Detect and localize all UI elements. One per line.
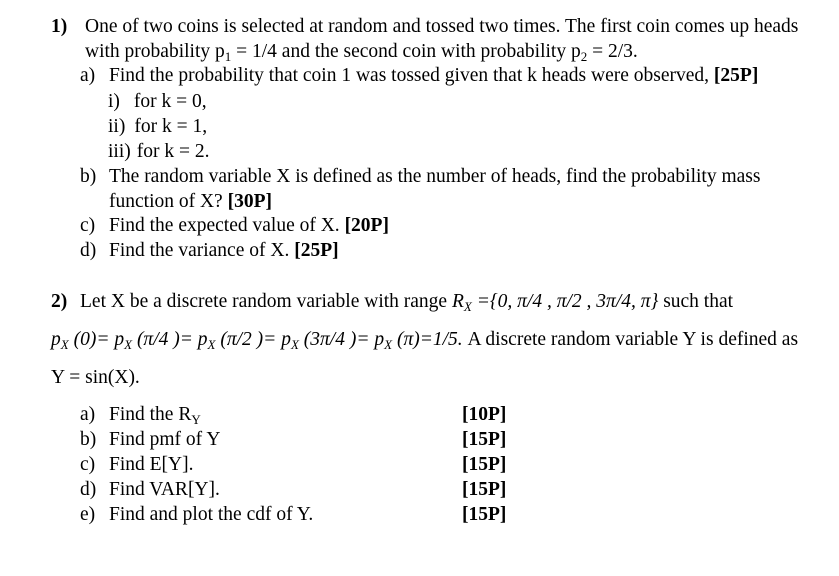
q2-line3: Y = sin(X). (51, 367, 140, 388)
q2b-points: [15P] (462, 429, 507, 450)
q1a-iii: iii) for k = 2. (108, 141, 210, 162)
q2-number: 2) (51, 291, 68, 312)
q1d-points: [25P] (294, 240, 339, 261)
q1b-points: [30P] (227, 191, 272, 212)
q2c-label: c) (80, 454, 96, 475)
q2b-label: b) (80, 429, 97, 450)
q2d-text: Find VAR[Y]. (109, 479, 220, 500)
q1-stem-line2: with probability $p_1 = 1/4$ and the second coin with probability $p_2 = 2/3$. (85, 41, 638, 64)
q2d-points: [15P] (462, 479, 507, 500)
q2c-text: Find E[Y]. (109, 454, 194, 475)
q2a-points: [10P] (462, 404, 507, 425)
q2-line1: Let X be a discrete random variable with range $R_X =\{0$, π/4 , π/2 , 3π/4, π} such that (80, 291, 734, 314)
q2e-label: e) (80, 504, 96, 525)
q2a-text: Find the $R_Y$ (109, 404, 201, 427)
q1b-label: b) (80, 166, 97, 187)
q2-line2: $p_X$ $(0)= p_X$ (π/4 )= $p_X$ (π/2 )= $p_X$ (3π/4 )= $p_X$ (π)=1/5. A discrete random variable Y is defined as (51, 329, 799, 352)
q1a-label: a) (80, 65, 96, 86)
q1a-text: Find the probability that coin 1 was tossed given that k heads were observed, [25P] (109, 65, 759, 86)
q2-range-set: ={0, π/4 , π/2 , 3π/4, π} (471, 291, 659, 312)
q2e-points: [15P] (462, 504, 507, 525)
q1a-ii: ii) for k = 1, (108, 116, 208, 137)
q2e-text: Find and plot the cdf of Y. (109, 504, 314, 525)
q1b-text-line2: function of X? [30P] (109, 191, 272, 212)
q2d-label: d) (80, 479, 97, 500)
q1d-text: Find the variance of X. [25P] (109, 240, 339, 261)
q2c-points: [15P] (462, 454, 507, 475)
q1b-text-line1: The random variable X is defined as the number of heads, find the probability mass (109, 166, 761, 187)
q2a-label: a) (80, 404, 96, 425)
q2b-text: Find pmf of Y (109, 429, 221, 450)
q1a-i: i) for k = 0, (108, 91, 207, 112)
q1c-points: [20P] (344, 215, 389, 236)
q1d-label: d) (80, 240, 97, 261)
q1a-points: [25P] (713, 65, 759, 86)
q1c-text: Find the expected value of X. [20P] (109, 215, 389, 236)
q1c-label: c) (80, 215, 96, 236)
q1-number: 1) (51, 16, 68, 37)
q1-stem-line1: One of two coins is selected at random and tossed two times. The first coin comes up heads (85, 16, 799, 37)
